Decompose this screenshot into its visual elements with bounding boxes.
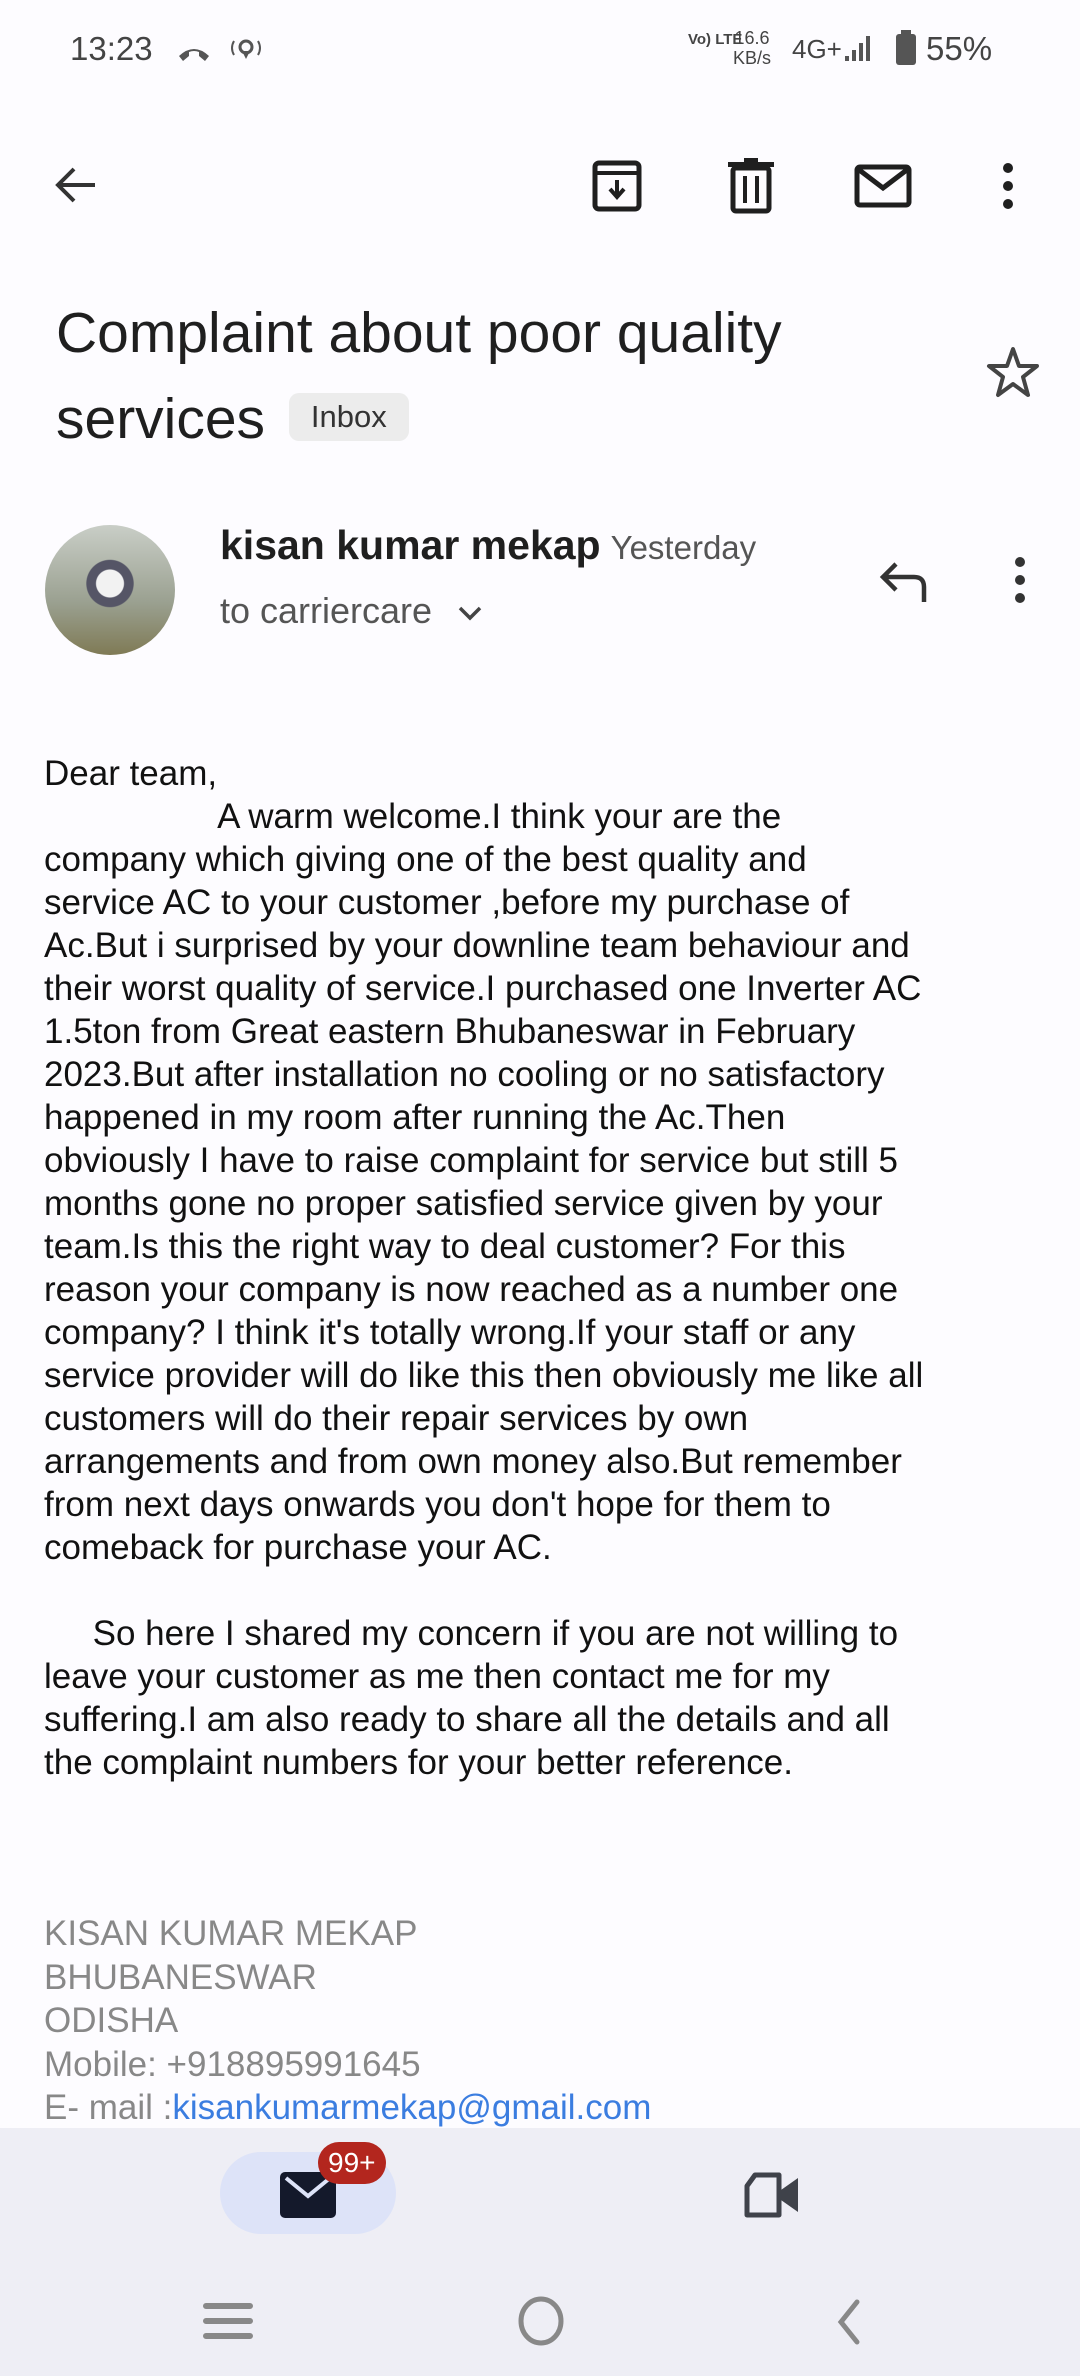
data-speed: 16.6	[734, 28, 770, 48]
body-line: arrangements and from own money also.But remember	[44, 1442, 902, 1481]
battery-percent: 55%	[926, 30, 993, 67]
body-line: company which giving one of the best quality and	[44, 840, 807, 879]
body-line: service provider will do like this then obviously me like all	[44, 1356, 924, 1395]
battery-icon	[895, 30, 917, 66]
body-line: their worst quality of service.I purchased one Inverter AC	[44, 969, 922, 1008]
inbox-label-chip[interactable]: Inbox	[289, 393, 409, 441]
sender-name[interactable]: kisan kumar mekap	[220, 522, 601, 568]
email-subject	[56, 290, 936, 462]
body-line: service AC to your customer ,before my purchase of	[44, 883, 850, 922]
body-line: happened in my room after running the Ac.Then	[44, 1098, 786, 1137]
body-line: Ac.But i surprised by your downline team behaviour and	[44, 926, 910, 965]
body-line	[44, 1569, 923, 1612]
mark-unread-icon[interactable]	[854, 164, 912, 208]
signal-icon	[844, 34, 874, 62]
volte-indicator: Vo) LTE	[688, 31, 743, 48]
recent-apps-icon[interactable]	[203, 2302, 253, 2340]
message-more-icon[interactable]	[1010, 556, 1030, 604]
body-line: reason your company is now reached as a number one	[44, 1270, 899, 1309]
archive-icon[interactable]	[592, 160, 642, 212]
meet-video-icon[interactable]	[743, 2172, 801, 2218]
subject-text: Complaint about poor quality services	[56, 301, 782, 451]
home-icon[interactable]	[516, 2296, 566, 2346]
body-line: months gone no proper satisfied service given by your	[44, 1184, 883, 1223]
recipient-toggle[interactable]	[220, 590, 484, 632]
signature-city: BHUBANESWAR	[44, 1957, 317, 1997]
data-speed-unit: KB/s	[733, 48, 772, 68]
delete-icon[interactable]	[728, 158, 774, 214]
location-icon	[228, 36, 264, 62]
email-date: Yesterday	[610, 529, 757, 566]
body-line: So here I shared my concern if you are not willing to	[44, 1614, 899, 1653]
email-body	[44, 752, 923, 1784]
body-line: suffering.I am also ready to share all the details and all	[44, 1700, 890, 1739]
body-line: 1.5ton from Great eastern Bhubaneswar in February	[44, 1012, 856, 1051]
unread-count-badge: 99+	[318, 2142, 386, 2184]
sender-avatar[interactable]	[45, 525, 175, 655]
reply-icon[interactable]	[878, 558, 930, 604]
body-line: Dear team,	[44, 754, 218, 793]
body-line: company? I think it's totally wrong.If your staff or any	[44, 1313, 856, 1352]
email-signature	[44, 1912, 651, 2130]
body-line: A warm welcome.I think your are the	[44, 797, 782, 836]
signature-mobile: Mobile: +918895991645	[44, 2044, 421, 2084]
signature-name: KISAN KUMAR MEKAP	[44, 1914, 418, 1953]
body-line: obviously I have to raise complaint for service but still 5	[44, 1141, 898, 1180]
star-icon[interactable]	[985, 345, 1041, 399]
signature-email-label: E- mail :	[44, 2088, 173, 2127]
body-line: team.Is this the right way to deal customer? For this	[44, 1227, 846, 1266]
body-line: leave your customer as me then contact me for my	[44, 1657, 830, 1696]
status-time: 13:23	[70, 30, 153, 67]
back-arrow-icon[interactable]	[50, 160, 100, 210]
body-line: comeback for purchase your AC.	[44, 1528, 552, 1567]
system-back-icon[interactable]	[833, 2298, 863, 2346]
signature-email-link[interactable]: kisankumarmekap@gmail.com	[172, 2088, 652, 2127]
more-options-icon[interactable]	[998, 162, 1018, 210]
network-type: 4G+	[792, 34, 842, 64]
body-line: 2023.But after installation no cooling or no satisfactory	[44, 1055, 885, 1094]
recipient-text: to carriercare	[220, 590, 433, 631]
missed-call-icon	[176, 36, 212, 64]
sender-line	[220, 522, 756, 569]
body-line: the complaint numbers for your better reference.	[44, 1743, 793, 1782]
chevron-down-icon	[456, 603, 484, 623]
signature-state: ODISHA	[44, 2001, 179, 2040]
body-line: customers will do their repair services by own	[44, 1399, 749, 1438]
body-line: from next days onwards you don't hope for them to	[44, 1485, 831, 1524]
